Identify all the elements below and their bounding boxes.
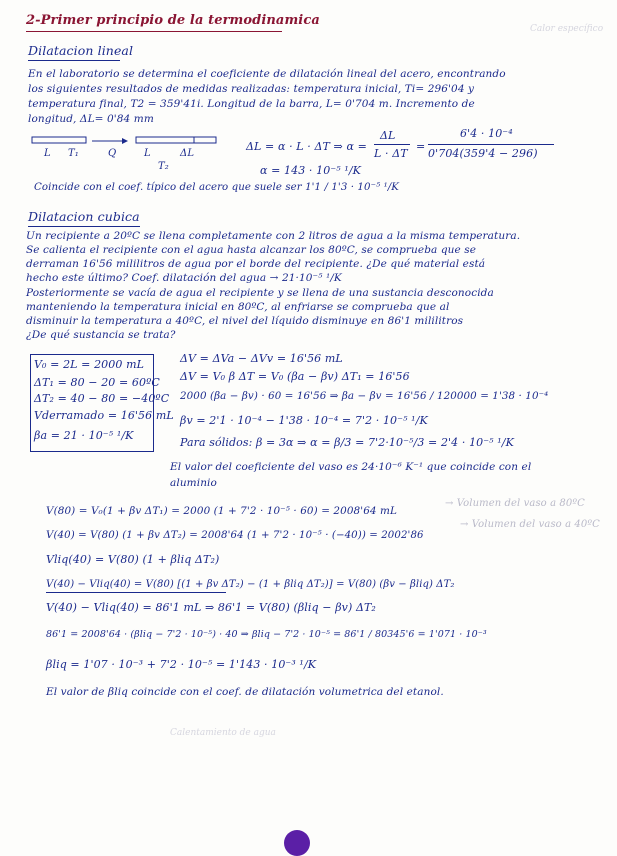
diagram-label-T1: T₁ xyxy=(68,148,79,159)
side-note: → Volumen del vaso a 80ºC xyxy=(445,498,585,509)
notebook-page: 2-Primer principio de la termodinamica Dilatacion lineal En el laboratorio se determina el coeficiente de dilatación lineal del acero, encontrando los siguientes resultados de medidas realizadas: temperatura inicial, Ti= 296'04 y temperatura final, T2 = 359'41i. Longitud de la barra, L= 0'704 m. Incremento de longitud, ΔL= 0'84 mm L T₁ Q L ΔL T₂ ΔL = α · L · ΔT ⇒ α = ΔL L · ΔT = 6'4 · 10⁻⁴ 0'704(359'4 − 296) α = 143 · 10⁻⁵ ¹/K Coincide con el coef. típico del acero que suele ser 1'1 / 1'3 · 10⁻⁵ ¹/K Dilatacion cubica Un recipiente a 20ºC se llena completamente con 2 litros de agua a la misma temperatura. Se calienta el recipiente con el agua hasta alcanzar los 80ºC, se comprueba que se derraman 16'56 mililitros de agua por el borde del recipiente. ¿De qué material está hecho este último? Coef. dilatación del agua → 21·10⁻⁵ ¹/K Posteriormente se vacía de agua el recipiente y se llena de una sustancia desconocida manteniendo la temperatura inicial en 80ºC, al enfriarse se comprueba que al disminuir la temperatura a 40ºC, el nivel del líquido disminuye en 86'1 mililitros ¿De qué sustancia se trata? V₀ = 2L = 2000 mL ΔT₁ = 80 − 20 = 60ºC ΔT₂ = 40 − 80 = −40ºC Vderramado = 16'56 mL βa = 21 · 10⁻⁵ ¹/K ΔV = ΔVa − ΔVv = 16'56 mL ΔV = V₀ β ΔT = V₀ (βa − βv) ΔT₁ = 16'56 2000 (βa − βv) · 60 = 16'56 ⇒ βa − βv = 16'56 / 120000 = 1'38 · 10⁻⁴ βv = 2'1 · 10⁻⁴ − 1'38 · 10⁻⁴ = 7'2 · 10⁻⁵ ¹/K Para sólidos: β = 3α ⇒ α = β/3 = 7'2·10⁻⁵/3 = 2'4 · 10⁻⁵ ¹/K El valor del coeficiente del vaso es 24·10⁻⁶ K⁻¹ que coincide con el aluminio V(80) = V₀(1 + βv ΔT₁) = 2000 (1 + 7'2 · 10⁻⁵ · 60) = 2008'64 mL → Volumen del vaso a 80ºC V(40) = V(80) (1 + βv ΔT₂) = 2008'64 (1 + 7'2 · 10⁻⁵ · (−40)) = 2002'86 → Volumen del vaso a 40ºC Vliq(40) = V(80) (1 + βliq ΔT₂) V(40) − Vliq(40) = V(80) [(1 + βv ΔT₂) − (1 + βliq ΔT₂)] = V(80) (βv − βliq) ΔT₂ V(40) − Vliq(40) = 86'1 mL ⇒ 86'1 = V(80) (βliq − βv) ΔT₂ 86'1 = 2008'64 · (βliq − 7'2 · 10⁻⁵) · 40 ⇒ βliq − 7'2 · 10⁻⁵ = 86'1 / 80345'6 = 1'071 · 10⁻³ βliq = 1'07 · 10⁻³ + 7'2 · 10⁻⁵ = 1'143 · 10⁻³ ¹/K El valor de βliq coincide con el coef. de dilatación volumetrica del etanol. Calor específico Calentamiento de agua xyxy=(0,0,617,848)
text-line: manteniendo la temperatura inicial en 80ºC, al enfriarse se comprueba que al xyxy=(26,301,450,313)
equation-left: ΔL = α · L · ΔT ⇒ α = xyxy=(246,140,367,153)
side-note: → Volumen del vaso a 40ºC xyxy=(460,519,600,530)
final-conclusion: El valor de βliq coincide con el coef. de dilatación volumetrica del etanol. xyxy=(46,686,444,698)
fraction-num1: ΔL xyxy=(380,129,396,142)
text-line: Posteriormente se vacía de agua el recipiente y se llena de una sustancia desconocida xyxy=(26,287,494,299)
text-line: temperatura final, T2 = 359'41i. Longitud de la barra, L= 0'704 m. Incremento de xyxy=(28,98,475,110)
page-marker-dot xyxy=(284,830,310,856)
fraction-num2: 6'4 · 10⁻⁴ xyxy=(460,127,513,140)
diagram-label-Q: Q xyxy=(108,148,117,159)
given-value: βa = 21 · 10⁻⁵ ¹/K xyxy=(34,429,134,442)
work-line: ΔV = V₀ β ΔT = V₀ (βa − βv) ΔT₁ = 16'56 xyxy=(180,370,410,383)
text-line: Se calienta el recipiente con el agua hasta alcanzar los 80ºC, se comprueba que se xyxy=(26,244,477,256)
equation-line: V(40) − Vliq(40) = 86'1 mL ⇒ 86'1 = V(80) (βliq − βv) ΔT₂ xyxy=(46,601,376,614)
text-line: Un recipiente a 20ºC se llena completamente con 2 litros de agua a la misma temperatura. xyxy=(26,230,521,242)
alpha-result: α = 143 · 10⁻⁵ ¹/K xyxy=(260,164,361,177)
work-line: ΔV = ΔVa − ΔVv = 16'56 mL xyxy=(180,352,343,365)
fraction-den1: L · ΔT xyxy=(374,147,408,160)
equation-line: V(40) = V(80) (1 + βv ΔT₂) = 2008'64 (1 + 7'2 · 10⁻⁵ · (−40)) = 2002'86 xyxy=(46,530,424,541)
work-line: 2000 (βa − βv) · 60 = 16'56 ⇒ βa − βv = 16'56 / 120000 = 1'38 · 10⁻⁴ xyxy=(180,390,549,402)
title-underline xyxy=(26,31,282,32)
text-line: En el laboratorio se determina el coeficiente de dilatación lineal del acero, encontrando xyxy=(28,68,506,80)
equation-line: βliq = 1'07 · 10⁻³ + 7'2 · 10⁻⁵ = 1'143 · 10⁻³ ¹/K xyxy=(46,658,317,671)
diagram-label-T2: T₂ xyxy=(158,161,169,172)
bar-diagram xyxy=(30,133,230,173)
equation-line: V(40) − Vliq(40) = V(80) [(1 + βv ΔT₂) − (1 + βliq ΔT₂)] = V(80) (βv − βliq) ΔT₂ xyxy=(46,579,455,590)
section1-conclusion: Coincide con el coef. típico del acero que suele ser 1'1 / 1'3 · 10⁻⁵ ¹/K xyxy=(34,182,400,193)
work-line: Para sólidos: β = 3α ⇒ α = β/3 = 7'2·10⁻⁵/3 = 2'4 · 10⁻⁵ ¹/K xyxy=(180,436,514,449)
text-line: los siguientes resultados de medidas realizadas: temperatura inicial, Ti= 296'04 y xyxy=(28,83,475,95)
text-line: ¿De qué sustancia se trata? xyxy=(26,329,176,341)
page-title: 2-Primer principio de la termodinamica xyxy=(26,13,320,28)
work-line: βv = 2'1 · 10⁻⁴ − 1'38 · 10⁻⁴ = 7'2 · 10⁻⁵ ¹/K xyxy=(180,414,428,427)
fraction-bar xyxy=(374,144,410,145)
equation-line: Vliq(40) = V(80) (1 + βliq ΔT₂) xyxy=(46,553,220,566)
conclusion-line: aluminio xyxy=(170,477,217,489)
fraction-den2: 0'704(359'4 − 296) xyxy=(428,147,538,160)
text-line: disminuir la temperatura a 40ºC, el nivel del líquido disminuye en 86'1 mililitros xyxy=(26,315,464,327)
fraction-bar xyxy=(428,144,554,145)
section-heading-cubic: Dilatacion cubica xyxy=(28,209,140,224)
diagram-label-L2: L xyxy=(144,148,151,159)
given-value: Vderramado = 16'56 mL xyxy=(34,409,174,422)
equation-line: 86'1 = 2008'64 · (βliq − 7'2 · 10⁻⁵) · 40 ⇒ βliq − 7'2 · 10⁻⁵ = 86'1 / 80345'6 = 1'071 · 10⁻³ xyxy=(46,629,487,640)
given-value: V₀ = 2L = 2000 mL xyxy=(34,358,145,371)
text-line: longitud, ΔL= 0'84 mm xyxy=(28,113,154,125)
equation-line: V(80) = V₀(1 + βv ΔT₁) = 2000 (1 + 7'2 · 10⁻⁵ · 60) = 2008'64 mL xyxy=(46,505,397,517)
text-line: derraman 16'56 mililitros de agua por el borde del recipiente. ¿De qué material está xyxy=(26,258,486,270)
equation-underline xyxy=(46,592,226,593)
section-heading-linear: Dilatacion lineal xyxy=(28,43,134,58)
conclusion-line: El valor del coeficiente del vaso es 24·10⁻⁶ K⁻¹ que coincide con el xyxy=(170,461,532,473)
given-value: ΔT₂ = 40 − 80 = −40ºC xyxy=(34,392,170,405)
heading-underline xyxy=(28,60,120,61)
diagram-label-L: L xyxy=(44,148,51,159)
given-value: ΔT₁ = 80 − 20 = 60ºC xyxy=(34,376,160,389)
diagram-label-deltaL: ΔL xyxy=(180,148,195,159)
heading-underline xyxy=(28,226,140,227)
text-line: hecho este último? Coef. dilatación del agua → 21·10⁻⁵ ¹/K xyxy=(26,272,342,284)
